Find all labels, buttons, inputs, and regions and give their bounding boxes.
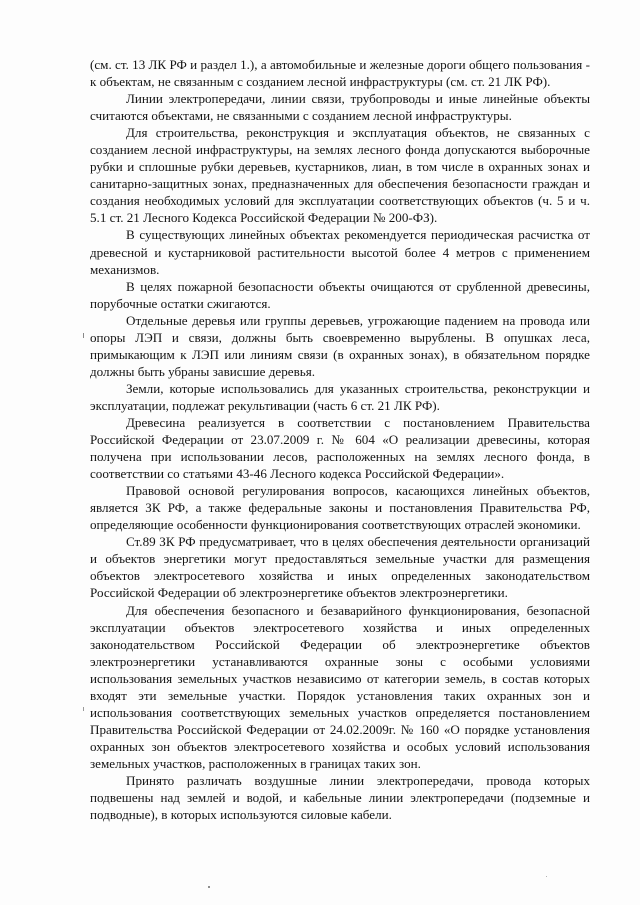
document-body: [90, 56, 590, 823]
paragraph: Отдельные деревья или группы деревьев, угрожающие падением на провода или опоры ЛЭП и связи, должны быть своевременно вырублены. В опушках леса, примыкающим к ЛЭП или линиям связи (в охранных зонах), в обязательном порядке должны быть убраны зависшие деревья.: [90, 312, 590, 379]
paragraph: (см. ст. 13 ЛК РФ и раздел 1.), а автомобильные и железные дороги общего пользования - к объектам, не связанным с созданием лесной инфраструктуры (см. ст. 21 ЛК РФ).: [90, 57, 590, 90]
paragraph: В существующих линейных объектах рекомендуется периодическая расчистка от древесной и кустарниковой растительности высотой более 4 метров с применением механизмов.: [90, 227, 590, 277]
paragraph: Земли, которые использовались для указанных строительства, реконструкции и эксплуатации, подлежат рекультивации (часть 6 ст. 21 ЛК РФ).: [90, 380, 590, 413]
scan-speck: [83, 333, 84, 338]
scan-speck: [208, 886, 210, 888]
paragraph: Для строительства, реконструкция и эксплуатация объектов, не связанных с созданием лесной инфраструктуры, на землях лесного фонда допускаются выборочные рубки и сплошные рубки деревьев, кустарников, лиан, в том числе в охранных зонах и санитарно-защитных зонах, предназначенных для обеспечения безопасности граждан и создания необходимых условий для эксплуатации соответствующих объектов (ч. 5 и ч. 5.1 ст. 21 Лесного Кодекса Российской Федерации № 200-ФЗ).: [90, 125, 590, 226]
paragraph: Древесина реализуется в соответствии с постановлением Правительства Российской Федерации от 23.07.2009 г. № 604 «О реализации древесины, которая получена при использовании лесов, расположенных на землях лесного фонда, в соответствии со статьями 43-46 Лесного кодекса Российской Федерации».: [90, 414, 590, 482]
paragraph: Ст.89 ЗК РФ предусматривает, что в целях обеспечения деятельности организаций и объектов энергетики могут предоставляться земельные участки для размещения объектов электросетевого хозяйства и иных определенных законодательством Российской Федерации об электроэнергетике объектов электроэнергетики.: [90, 534, 590, 601]
paragraph: В целях пожарной безопасности объекты очищаются от срубленной древесины, порубочные остатки сжигаются.: [90, 278, 590, 311]
paragraph: Линии электропередачи, линии связи, трубопроводы и иные линейные объекты считаются объектами, не связанными с созданием лесной инфраструктуры.: [90, 91, 590, 124]
paragraph: Для обеспечения безопасного и безаварийного функционирования, безопасной эксплуатации объектов электросетевого хозяйства и иных определенных законодательством Российской Федерации об электроэнергетике объектов электроэнергетики устанавливаются охранные зоны с особыми условиями использования земельных участков независимо от категории земель, в состав которых входят эти земельные участки. Порядок установления таких охранных зон и использования соответствующих земельных участков определяется постановлением Правительства Российской Федерации от 24.02.2009г. № 160 «О порядке установления охранных зон объектов электросетевого хозяйства и особых условий использования земельных участков, расположенных в границах таких зон.: [90, 602, 590, 771]
scan-speck: [546, 876, 547, 877]
paragraph: Правовой основой регулирования вопросов, касающихся линейных объектов, является ЗК РФ, а также федеральные законы и постановления Правительства РФ, определяющие особенности функционирования соответствующих отраслей экономики.: [90, 483, 590, 533]
paragraph: Принято различать воздушные линии электропередачи, провода которых подвешены над землей и водой, и кабельные линии электропередачи (подземные и подводные), в которых используются силовые кабели.: [90, 772, 590, 823]
scan-speck: [83, 707, 84, 711]
